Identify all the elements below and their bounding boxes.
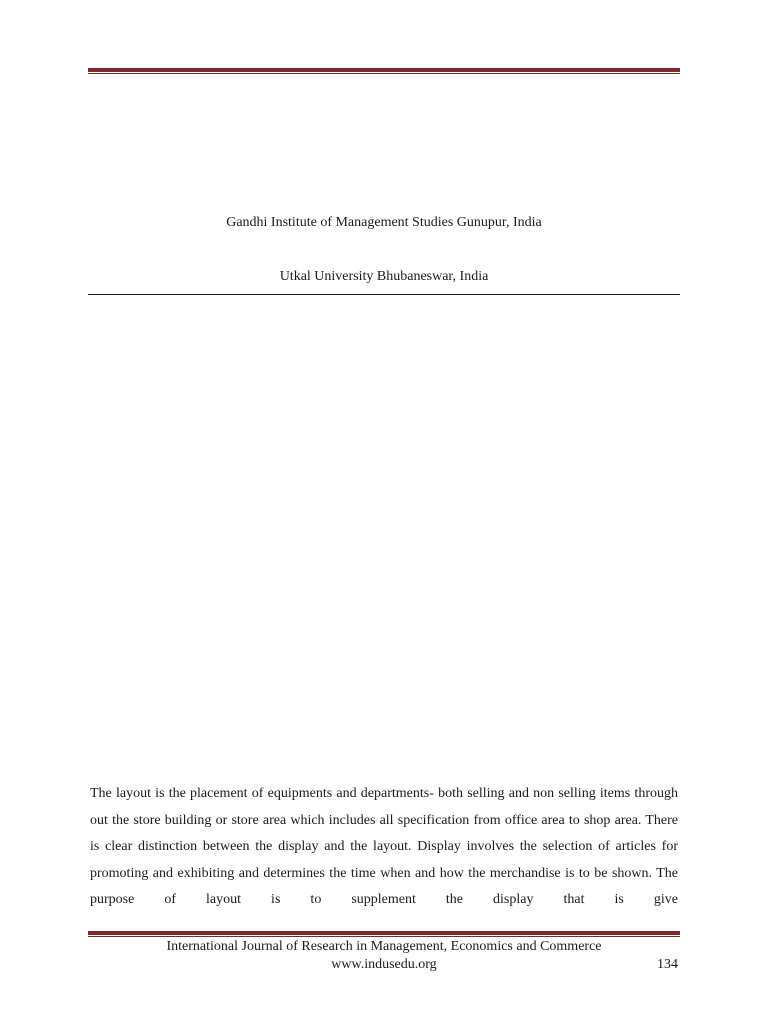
affiliation-1: Gandhi Institute of Management Studies Gunupur, India bbox=[226, 215, 542, 230]
header-rule bbox=[88, 68, 680, 74]
page-number: 134 bbox=[657, 957, 678, 972]
footer-journal-name: International Journal of Research in Management, Economics and Commerce bbox=[166, 939, 602, 954]
footer-website-link[interactable]: www.indusedu.org bbox=[331, 957, 437, 972]
affiliation-divider bbox=[88, 294, 680, 295]
body-paragraph: The layout is the placement of equipments and departments- both selling and non selling items through out the store building or store area which includes all specification from office area to shop area. There is clear distinction between the display and the layout. Display involves the selection of articles for promoting and exhibiting and determines the time when and how the merchandise is to be shown. The purpose of layout is to supplement the display that is give bbox=[90, 786, 678, 908]
affiliation-2: Utkal University Bhubaneswar, India bbox=[279, 269, 489, 284]
footer-rule bbox=[88, 931, 680, 937]
